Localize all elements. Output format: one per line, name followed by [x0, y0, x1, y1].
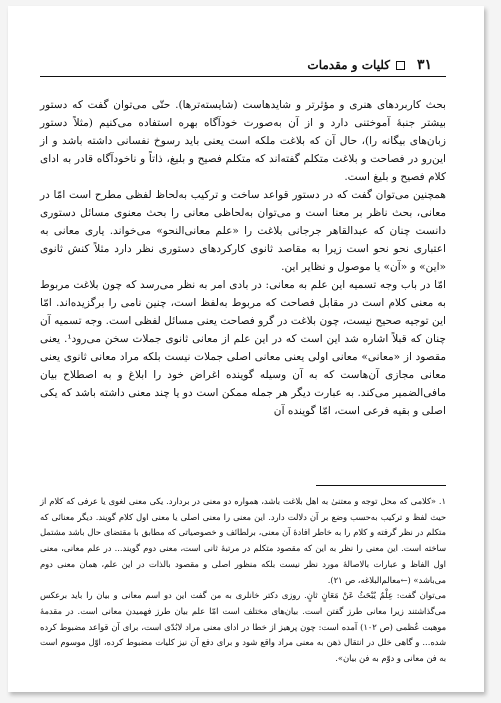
- paragraph: امّا در باب وجه تسمیه این علم به معانی: در بادی امر به نظر می‌رسد که چون بلاغت مربوط به معنی کلام است در مقابل فصاحت که مربوط به‌لفظ است، چنین نامی را برگزیده‌اند. امّا این توجیه صحیح نیست، چون بلاغت در گرو فصاحت یعنی مسائل لفظی است. وجه تسمیه آن چنان که قبلاً اشاره شد این است که در این علم از معانی ثانوی جملات سخن می‌رود¹. یعنی مقصود از «معانی» معانی اولی یعنی معانی اصلی جملات نیست بلکه مراد معانی ثانوی یعنی معانی مجازی آن‌هاست که به آن وسیله گوینده اغراض خود را ابلاغ و به اصطلاح بیان مافی‌الضمیر می‌کند. به عبارت دیگر هر جمله ممکن است دو یا چند معنی داشته باشد که یکی اصلی و بقیه فرعی است، امّا گوینده آن: [40, 279, 446, 417]
- book-page: [8, 6, 484, 692]
- footnote: می‌توان گفت: عِلْمٌ يُبْحَثُ عَنْ مَعَانٍ ثانٍ. روزی دکتر خانلری به من گفت این دو اسم معانی و بیان را باید برعکس می‌گذاشتند زیرا معانی طرز گفتن است. بیان‌های مختلف است امّا علم بیان طرز فهمیدن معانی است. در مقدمهٔ موهبت عُظمی (ص ۱۰۲) آمده است: چون پرهیز از خطا در ادای معنی مراد لابُدّی است، برای آن قواعد مضبوط کرده شده... و گاهی خلل در انتقال ذهن به معنی مراد واقع شود و برای دفع آن نیز کلیات مضبوط کرده، اوّل موسوم است به فن معانی و دوّم به فن بیان».: [40, 590, 447, 664]
- footnotes: [40, 494, 446, 667]
- paragraph: همچنین می‌توان گفت که در دستور قواعد ساخت و ترکیب به‌لحاظ لفظی مطرح است امّا در معانی، بحث ناظر بر معنا است و می‌توان به‌لحاظی معانی را بحث معنوی مسائل دستوری دانست چنان که عبدالقاهر جرجانی بلاغت را «علم معانی‌النحو» می‌خواند. یاری معانی به اعتباری نحو نحو است زیرا به مقاصد ثانوی کارکردهای دستوری نظر دارد مثلاً کنش ثانوی «این» و «آن» یا موصول و نظایر این.: [40, 189, 446, 273]
- running-header: [40, 56, 432, 74]
- main-text: [40, 96, 446, 420]
- footnote-rule: [316, 485, 446, 486]
- paragraph: بحث کاربردهای هنری و مؤثرتر و شایدهاست (شایسته‌ترها). حتّی می‌توان گفت که دستور بیشتر جنبهٔ آموختنی دارد و از آن به‌صورت خودآگاه بهره استفاده می‌کنیم (مثلاً دستور زبان‌های بیگانه را)، حال آن که بلاغت ملکه است یعنی باید رسوخ نفسانی داشته باشد و از این‌رو در فصاحت و بلاغت متکلم گفته‌اند که متکلم فصیح و بلیغ، ذاتاً و ناخودآگاه قادر به ادای کلام فصیح و بلیغ است.: [40, 99, 446, 183]
- header-rule: [40, 76, 446, 77]
- header-title: کلیات و مقدمات: [307, 58, 390, 72]
- square-ornament-icon: [396, 61, 405, 70]
- footnote: ۱. «کلامی که محل توجه و معتنیٰ به اهل بلاغت باشد، همواره دو معنی در بردارد. یکی معنی لغوی یا عرفی که کلام از حیث لفظ و ترکیب به‌حسب وضع بر آن دلالت دارد. این معنی را معنی اصلی یا معنی اول کلام گویند. دیگر معنائی که متکلم در نظر گرفته و کلام را به خاطر افادهٔ آن معنی، برلطائف و خصوصیاتی که مطابق با مقتضای حال باشد مشتمل ساخته است. این معنی را نظر به این که مقصود متکلم در مرتبهٔ ثانی است، معنی دوم گویند... در علم معانی، معنی اول الفاظ و عبارات بالاصالهٔ مورد نظر نیست بلکه منظور اصلی و مقصود بالذات در این علم، همان معنی دوم می‌باشد» (←معالم‌البلاغه، ص ۲۱).: [40, 496, 446, 585]
- page-number: ۳۱: [416, 57, 432, 73]
